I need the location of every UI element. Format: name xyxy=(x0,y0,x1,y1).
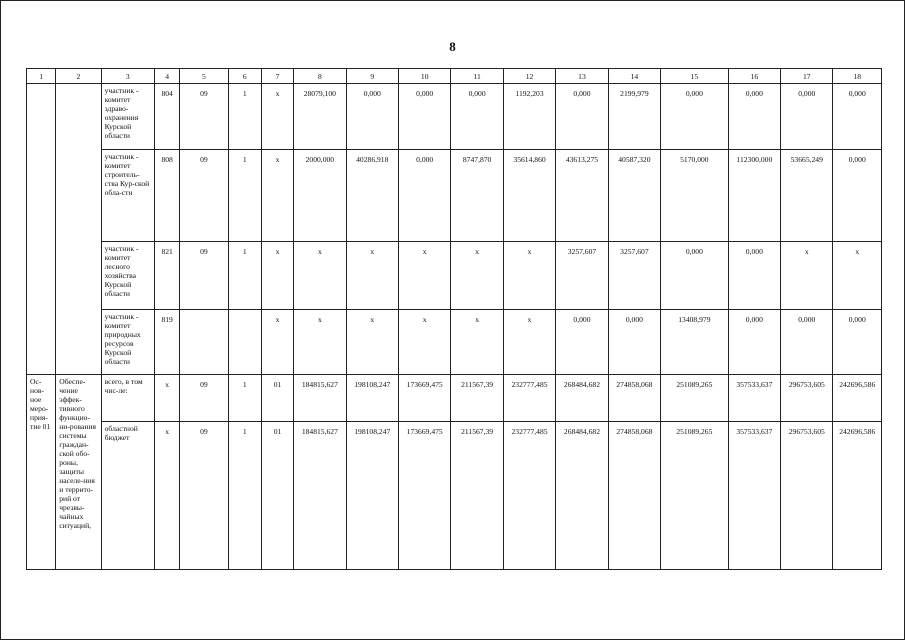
table-row xyxy=(27,310,882,375)
table-cell: 268484,682 xyxy=(556,422,608,570)
table-cell: 53665,249 xyxy=(781,150,833,242)
table-cell: 3257,607 xyxy=(608,242,660,310)
table-cell: 09 xyxy=(180,422,228,570)
table-cell: 819 xyxy=(155,310,180,375)
column-header-13: 13 xyxy=(556,69,608,84)
table-cell: 1 xyxy=(228,242,261,310)
table-cell: 40587,320 xyxy=(608,150,660,242)
cell-col1-empty xyxy=(27,84,56,375)
table-cell: 28079,100 xyxy=(294,84,346,150)
table-cell: 0,000 xyxy=(661,84,729,150)
table-cell: х xyxy=(261,150,293,242)
column-header-14: 14 xyxy=(608,69,660,84)
table-cell: 0,000 xyxy=(833,84,882,150)
column-header-12: 12 xyxy=(503,69,555,84)
column-header-7: 7 xyxy=(261,69,293,84)
table-cell: 0,000 xyxy=(398,84,450,150)
table-row xyxy=(27,242,882,310)
table-cell: х xyxy=(155,422,180,570)
table-cell: 242696,586 xyxy=(833,422,882,570)
table-cell: х xyxy=(781,242,833,310)
table-cell: х xyxy=(346,310,398,375)
table-cell: 112300,000 xyxy=(728,150,780,242)
table-cell: 0,000 xyxy=(398,150,450,242)
table-cell: 251089,265 xyxy=(661,375,729,422)
table-cell: 268484,682 xyxy=(556,375,608,422)
column-header-11: 11 xyxy=(451,69,503,84)
table-cell: 198108,247 xyxy=(346,375,398,422)
table-cell: 40286,918 xyxy=(346,150,398,242)
column-header-18: 18 xyxy=(833,69,882,84)
column-header-8: 8 xyxy=(294,69,346,84)
table-cell: 0,000 xyxy=(728,242,780,310)
table-cell xyxy=(180,310,228,375)
table-cell: 01 xyxy=(261,375,293,422)
column-header-17: 17 xyxy=(781,69,833,84)
table-cell xyxy=(228,310,261,375)
column-header-5: 5 xyxy=(180,69,228,84)
table-cell: 2199,979 xyxy=(608,84,660,150)
column-header-3: 3 xyxy=(101,69,154,84)
participant-label: участник - комитет лесного хозяйства Курской области xyxy=(101,242,154,310)
table-cell: 173669,475 xyxy=(398,375,450,422)
table-cell: 5170,000 xyxy=(661,150,729,242)
table-cell: х xyxy=(398,310,450,375)
table-cell: 35614,860 xyxy=(503,150,555,242)
table-cell: 808 xyxy=(155,150,180,242)
table-cell: 2000,000 xyxy=(294,150,346,242)
table-cell: 0,000 xyxy=(661,242,729,310)
participant-label: всего, в том чис-ле: xyxy=(101,375,154,422)
table-cell: 0,000 xyxy=(728,310,780,375)
table-cell: 357533,637 xyxy=(728,375,780,422)
table-cell: 211567,39 xyxy=(451,422,503,570)
table-cell: 0,000 xyxy=(833,150,882,242)
table-cell: 1 xyxy=(228,422,261,570)
table-cell: 173669,475 xyxy=(398,422,450,570)
table-cell: х xyxy=(346,242,398,310)
table-row xyxy=(27,375,882,422)
table-cell: х xyxy=(261,310,293,375)
table-cell: х xyxy=(451,242,503,310)
table-cell: 357533,637 xyxy=(728,422,780,570)
table-cell: 198108,247 xyxy=(346,422,398,570)
column-header-9: 9 xyxy=(346,69,398,84)
measure-description: Обеспе-чение эффек-тивного функцио-ни-рования системы граждан-ской обо-роны, защиты населе-ния и террито-рий от чрезвы-чайных ситуаций, xyxy=(56,375,101,570)
column-header-2: 2 xyxy=(56,69,101,84)
table-cell: 09 xyxy=(180,242,228,310)
table-cell: 0,000 xyxy=(833,310,882,375)
measure-label: Ос-нов-ное меро-прия-тие 01 xyxy=(27,375,56,570)
table-cell: 0,000 xyxy=(728,84,780,150)
table-cell: 09 xyxy=(180,150,228,242)
table-cell: 09 xyxy=(180,84,228,150)
participant-label: областной бюджет xyxy=(101,422,154,570)
table-cell: 0,000 xyxy=(556,84,608,150)
table-cell: х xyxy=(261,84,293,150)
table-cell: 0,000 xyxy=(781,310,833,375)
participant-label: участник - комитет строитель-ства Кур-ской обла-сти xyxy=(101,150,154,242)
column-header-6: 6 xyxy=(228,69,261,84)
table-cell: х xyxy=(155,375,180,422)
table-cell: 296753,605 xyxy=(781,375,833,422)
table-cell: 274858,068 xyxy=(608,375,660,422)
table-cell: 274858,068 xyxy=(608,422,660,570)
table-cell: 43613,275 xyxy=(556,150,608,242)
table-cell: 1 xyxy=(228,84,261,150)
column-header-16: 16 xyxy=(728,69,780,84)
table-cell: 184815,627 xyxy=(294,375,346,422)
table-row xyxy=(27,422,882,570)
page-number: 8 xyxy=(449,39,456,54)
header-row xyxy=(27,69,882,84)
table-cell: 804 xyxy=(155,84,180,150)
table-cell: 0,000 xyxy=(346,84,398,150)
column-header-4: 4 xyxy=(155,69,180,84)
table-cell: х xyxy=(398,242,450,310)
table-cell: х xyxy=(294,242,346,310)
table-cell: 8747,870 xyxy=(451,150,503,242)
table-cell: 251089,265 xyxy=(661,422,729,570)
table-cell: 0,000 xyxy=(608,310,660,375)
table-cell: 242696,586 xyxy=(833,375,882,422)
table-cell: х xyxy=(261,242,293,310)
table-cell: 0,000 xyxy=(451,84,503,150)
participant-label: участник - комитет природных ресурсов Курской области xyxy=(101,310,154,375)
table-cell: х xyxy=(503,310,555,375)
table-cell: 01 xyxy=(261,422,293,570)
table-cell: 13408,979 xyxy=(661,310,729,375)
table-cell: 3257,607 xyxy=(556,242,608,310)
table-cell: 232777,485 xyxy=(503,422,555,570)
participant-label: участник - комитет здраво-охранения Курской области xyxy=(101,84,154,150)
table-cell: 1 xyxy=(228,375,261,422)
table-cell: 0,000 xyxy=(781,84,833,150)
column-header-10: 10 xyxy=(398,69,450,84)
table-cell: х xyxy=(833,242,882,310)
table-cell: х xyxy=(294,310,346,375)
table-row xyxy=(27,84,882,150)
column-header-1: 1 xyxy=(27,69,56,84)
table-row xyxy=(27,150,882,242)
table-cell: 296753,605 xyxy=(781,422,833,570)
budget-table xyxy=(26,68,882,570)
table-cell: 0,000 xyxy=(556,310,608,375)
table-cell: 1192,203 xyxy=(503,84,555,150)
table-cell: х xyxy=(503,242,555,310)
column-header-15: 15 xyxy=(661,69,729,84)
table-cell: 821 xyxy=(155,242,180,310)
table-cell: 09 xyxy=(180,375,228,422)
table-cell: 184815,627 xyxy=(294,422,346,570)
table-cell: 1 xyxy=(228,150,261,242)
table-cell: х xyxy=(451,310,503,375)
table-cell: 211567,39 xyxy=(451,375,503,422)
table-cell: 232777,485 xyxy=(503,375,555,422)
cell-col2-empty xyxy=(56,84,101,375)
